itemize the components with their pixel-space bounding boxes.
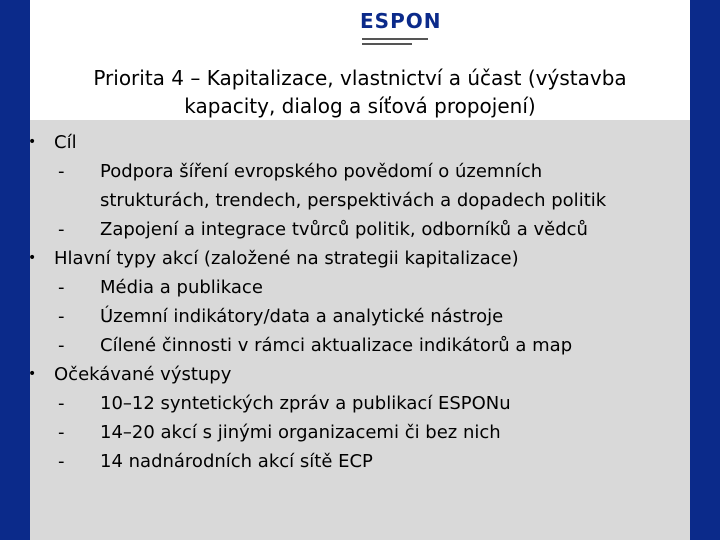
sub-item-text: 14 nadnárodních akcí sítě ECP — [100, 451, 373, 472]
sub-item-text: Územní indikátory/data a analytické nástroje — [100, 306, 504, 327]
list-item — [30, 244, 690, 273]
dash-icon: - — [58, 306, 65, 327]
sub-list-item — [30, 389, 690, 418]
dash-icon: - — [58, 393, 65, 414]
title-line-1: Priorita 4 – Kapitalizace, vlastnictví a účast (výstavba — [93, 66, 627, 90]
left-frame-band — [0, 0, 30, 540]
sub-list-item — [30, 273, 690, 302]
bullet-label: Očekávané výstupy — [54, 364, 232, 385]
bullet-icon: • — [28, 250, 37, 266]
sub-item-text: Zapojení a integrace tvůrců politik, odborníků a vědců — [100, 219, 588, 240]
espon-logo-text: ESPON — [360, 9, 442, 33]
sub-item-text: Cílené činnosti v rámci aktualizace indikátorů a map — [100, 335, 573, 356]
dash-icon: - — [58, 335, 65, 356]
list-item — [30, 360, 690, 389]
sub-list-item — [30, 447, 690, 476]
bullet-label: Cíl — [54, 132, 77, 153]
bullet-icon: • — [28, 366, 37, 382]
sub-item-text: 10–12 syntetických zpráv a publikací ESPONu — [100, 393, 511, 414]
sub-list-item — [30, 331, 690, 360]
dash-icon: - — [58, 161, 65, 182]
sub-item-text: Média a publikace — [100, 277, 263, 298]
sub-list-item — [30, 215, 690, 244]
sub-list-item — [30, 302, 690, 331]
sub-list-item — [30, 418, 690, 447]
dash-icon: - — [58, 422, 65, 443]
logo-subtitle-graphic — [362, 36, 428, 48]
dash-icon: - — [58, 277, 65, 298]
sub-item-line-1: Podpora šíření evropského povědomí o územních — [100, 161, 543, 182]
dash-icon: - — [58, 219, 65, 240]
dash-icon: - — [58, 451, 65, 472]
sub-list-item — [30, 157, 690, 215]
right-frame-band — [690, 0, 720, 540]
espon-logo — [360, 8, 442, 50]
slide-title — [30, 64, 690, 120]
title-line-2: kapacity, dialog a síťová propojení) — [184, 94, 536, 118]
bullet-label: Hlavní typy akcí (založené na strategii kapitalizace) — [54, 248, 519, 269]
slide-content — [30, 128, 690, 476]
bullet-icon: • — [28, 134, 37, 150]
list-item — [30, 128, 690, 157]
sub-item-line-2: strukturách, trendech, perspektivách a dopadech politik — [100, 190, 607, 211]
sub-item-text: 14–20 akcí s jinými organizacemi či bez nich — [100, 422, 501, 443]
